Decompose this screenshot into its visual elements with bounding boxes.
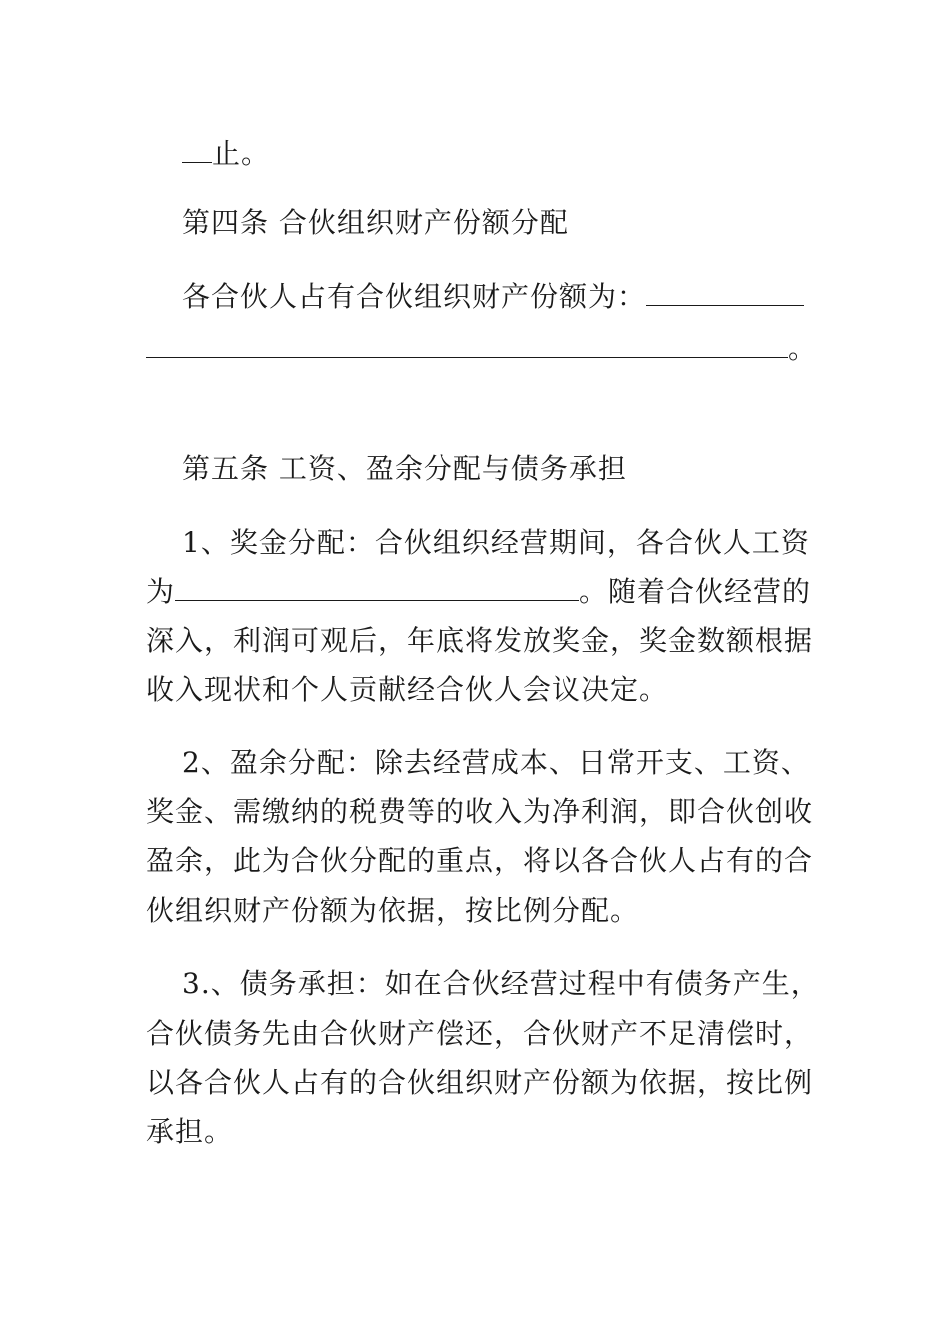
fill-blank (646, 281, 804, 306)
continuation-text: 止。 (212, 137, 271, 170)
item1-line1: 1、奖金分配：合伙组织经营期间，各合伙人工资 (182, 526, 810, 559)
article5-heading: 第五条 工资、盈余分配与债务承担 (182, 452, 627, 485)
article4-heading: 第四条 合伙组织财产份额分配 (182, 206, 569, 239)
item1-line3: 深入，利润可观后，年底将发放奖金，奖金数额根据 (146, 624, 814, 657)
item1-suffix: 。随着合伙经营的 (579, 575, 812, 608)
fill-blank (175, 576, 579, 601)
item3-line4: 承担。 (146, 1115, 234, 1148)
item2-line2: 奖金、需缴纳的税费等的收入为净利润，即合伙创收 (146, 795, 814, 828)
fill-blank (182, 138, 212, 163)
article4-text: 各合伙人占有合伙组织财产份额为： (182, 280, 647, 313)
fill-blank (146, 333, 788, 358)
item1-line4: 收入现状和个人贡献经合伙人会议决定。 (146, 673, 669, 706)
item3-line2: 合伙债务先由合伙财产偿还，合伙财产不足清偿时， (146, 1017, 814, 1050)
item3-line3: 以各合伙人占有的合伙组织财产份额为依据，按比例 (146, 1066, 814, 1099)
item2-line1: 2、盈余分配：除去经营成本、日常开支、工资、 (182, 746, 810, 779)
continuation-line (182, 137, 806, 171)
item1-line2 (146, 575, 812, 609)
article4-blank-line (146, 332, 818, 366)
item1-prefix: 为 (146, 575, 176, 608)
item3-line1: 3.、债务承担：如在合伙经营过程中有债务产生， (182, 967, 820, 1000)
item2-line4: 伙组织财产份额为依据，按比例分配。 (146, 894, 640, 927)
article4-text-line (182, 280, 806, 314)
item2-line3: 盈余，此为合伙分配的重点，将以各合伙人占有的合 (146, 844, 814, 877)
article4-end: 。 (788, 332, 818, 365)
